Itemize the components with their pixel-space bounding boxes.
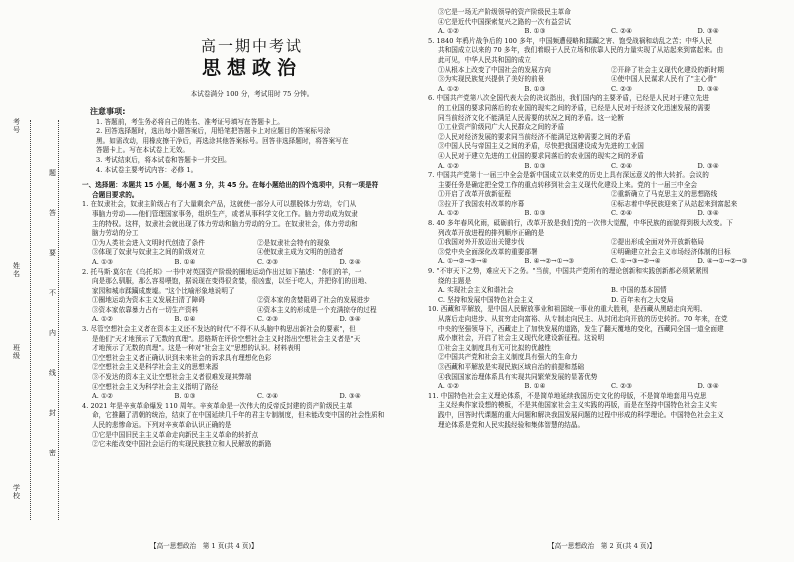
question-stem-line: 事脑力劳动——他们管理国家事务，组织生产，或者从事科学文化工作。脑力劳动成为奴隶 [92,209,358,218]
notice-line: 2. 回答选择题时，选出每小题答案后，用铅笔把答题卡上对应题目的答案标号涂 [96,127,331,136]
statement-option: C. 坚持和发展中国特色社会主义 [438,295,534,304]
statement-option: A. 实现社会主义和谐社会 [438,286,514,295]
right-column [428,8,784,430]
statement-option-row [428,75,784,85]
question-stem-line: 理论体系是党和人民实践经验和集体智慧的结晶。 [438,420,585,429]
answer-choice: C. ②③ [611,84,633,93]
statement-option: ④空想社会主义为科学社会主义指明了路径 [92,382,219,391]
seal-char: 内 [49,329,56,337]
question-stem-line: 主义经典作家设想的模板，不是其他国家社会主义实践的再版，而是在坚持中国特色社会主义实 [438,401,718,410]
answer-choice: A. ①② [438,382,460,391]
question-stem-line: 中央的坚强领导下，西藏走上了加快发展的道路，发生了翻天覆地的变化，西藏同全国一道全面建 [438,324,724,333]
answer-choice: D. ③④ [697,84,719,93]
question [428,37,784,95]
statement-option: ③为实现民族复兴提供了美好的前景 [438,75,545,84]
question-stem-line: 是他们"天才地预示了无数的真理"。恩格斯在评价空想社会主义时指出空想社会主义者是"天 [92,334,361,343]
statement-option: ④资本主义的形成是一个充满掠夺的过程 [257,305,377,314]
exam-info: 本试卷满分 100 分，考试用时 75 分钟。 [190,90,314,98]
statement-option-row [428,238,784,248]
notice-line: 3. 考试结束后，将本试卷和答题卡一并交回。 [96,155,231,164]
question-stem-line: 6. 中国共产党第八次全国代表大会的决议指出，我们国内的主要矛盾，已经是人民对于建立先进 [428,94,709,103]
question-stem-line: 共和国成立以来的 70 多年，我们着眼于人民立场和依靠人民的力量实现了从站起来到富起来。由 [438,46,724,55]
question-stem-line: 绕的主题是 [438,276,472,285]
question [82,402,422,450]
statement-option: ②是奴隶社会特有的现象 [257,238,331,247]
answer-choice: B. ①④ [174,315,196,324]
class-label: 班级 [13,344,20,360]
statement-option-row [428,66,784,76]
statement-option: ④我国国家治理体系具有实现共同繁荣发展的显著优势 [438,372,598,381]
question [82,325,422,402]
question-stem-line: 10. 西藏和平解放，是中国人民解放事业和祖国统一事业的重大胜利，是西藏从黑暗走向光明、 [428,305,707,314]
question-stem-line: 3. 尽管空想社会主义者在资本主义还不发达的时代"不得不从头脑中构思出新社会的要素"，但 [82,325,356,334]
seal-char: 封 [49,409,56,417]
seal-char: 密 [49,449,56,457]
question-stem-line: 才地预示了无数的真理"。这是一种对"社会主义"思想的认识。材料表明 [92,344,301,353]
question-list [82,200,422,449]
statement-option: ①我国对外开放迈出关键步伐 [438,238,525,247]
subject-title: 思想政治 [201,57,302,79]
notice-heading: 注意事项: [90,106,126,116]
statement-option-row [82,306,422,316]
question-stem-line: 脑力劳动的分工 [92,229,139,238]
statement-option: ④标志着中华民族迎来了从站起来到富起来 [611,199,738,208]
question-stem-line: 5. 1840 年鸦片战争后的 100 多年，中国频遭侵略和蹂躏之害、饱受战祸和动乱之苦；中华人民 [428,36,712,45]
statement-option: ①从根本上改变了中国社会的发展方向 [438,65,551,74]
answer-choice-row [82,258,422,268]
statement-option: ④使中国人民谋求人民有了"主心骨" [611,75,717,84]
statement-option: ①社会主义制度具有无可比拟的优越性 [438,343,551,352]
answer-choice: B. ①③ [524,27,546,36]
question-stem-line: 命，它推翻了清朝的统治，结束了在中国延续几千年的君主专制制度，但未能改变中国的社会性质和 [92,411,385,420]
question-stem-line: 人民的悲惨命运。下列对辛亥革命认识正确的是 [92,421,232,429]
statement-option: ①为人类社会进入文明时代创造了条件 [92,238,205,247]
answer-choice: D. ③④ [339,392,361,401]
statement-option: ②资本家的贪婪阻碍了社会的发展进步 [257,296,370,305]
answer-choice-row [428,382,784,392]
answer-choice: A. ①② [438,27,460,36]
answer-choice: D. ②④ [339,257,361,266]
question-stem-line: 践中，回答时代课题的重大问题和解决我国发展问题的过程中形成的科学理论。中国特色社会主义 [438,410,724,419]
answer-choice: A. ①② [438,84,460,93]
question-list [428,8,784,430]
answer-choice-row [428,85,784,95]
binding-margin [0,0,80,562]
statement-option-row [428,248,784,258]
question-stem-line: 1. 在奴隶社会，奴隶主阶级占有了大量剩余产品，这就使一部分人可以摆脱体力劳动，专门从 [82,200,357,209]
question [428,171,784,219]
question-stem-line: 2. 托马斯·莫尔在《乌托邦》一书中对英国资产阶级的圈地运动作出过如下描述："你们的羊，一 [82,267,362,276]
answer-choice: D. ③④ [339,315,361,324]
answer-choice: A. ①② [438,161,460,170]
statement-option-row [82,239,422,249]
answer-choice-row [82,392,422,402]
statement-option: ②提出形成全面对外开放新格局 [611,238,705,247]
statement-option: ④明确建立社会主义市场经济体制的目标 [611,247,731,256]
statement-option: ③不发达的资本主义让空想社会主义者很难发现其弊端 [92,373,252,382]
notice-line: 答题卡上。写在本试卷上无效。 [96,146,190,155]
answer-choice: B. ①③ [524,209,546,218]
exam-number-label: 考号 [13,118,20,134]
answer-choice-row [428,257,784,267]
statement-option: ③它是一场无产阶级领导的资产阶级民主革命 [438,8,571,16]
question-stem-line: 11. 中国特色社会主义理论体系，不是简单地延续我国历史文化的母版，不是简单地套用马克思 [428,391,707,400]
statement-option: ②空想社会主义是科学社会主义的思想来源 [92,363,219,372]
question-stem-line: 从落后走向进步、从贫穷走向富裕、从专制走向民主、从封闭走向开放的历史转折。70 年来，在党 [438,315,728,323]
answer-choice: B. ①④ [524,382,546,391]
answer-choice-row [82,315,422,325]
answer-choice-row [428,209,784,219]
question-stem-line: 主要任务是确定把全党工作的重点转移到社会主义现代化建设上来。党的十一届三中全会 [438,180,698,189]
statement-option-row [82,296,422,306]
statement-option: ①开启了改革开放新征程 [438,190,512,199]
question-stem-line: 9. "不审天下之势，难应天下之务。"当前，中国共产党所有的理论创新和实践创新都必须紧紧围 [428,267,709,276]
notice-line: 黑。如需改动，用橡皮擦干净后，再选涂其他答案标号。回答非选择题时，将答案写在 [96,136,349,145]
statement-option: ③党中央全面深化改革的重要部署 [438,247,538,256]
notice-line: 4. 本试卷主要考试内容：必修 1。 [96,165,198,174]
answer-choice: C. ②④ [611,209,633,218]
statement-option: ④它是近代中国探索复兴之路的一次有益尝试 [438,17,571,26]
statement-option-row [428,190,784,200]
answer-choice: C. ②③ [611,382,633,391]
question-stem-line: 8. 40 多年春风化雨，砥砺前行，改革开放是我们党的一次伟大觉醒，中华民族的面貌得到极大改变。下 [428,219,733,228]
answer-choice: A. ①② [92,315,114,324]
seal-char: 线 [49,369,56,377]
answer-choice: A. ①③ [92,257,114,266]
answer-choice: A. ①→②→③→④ [438,257,488,266]
answer-choice: C. ②③ [257,315,279,324]
answer-choice: A. ①② [92,392,114,401]
answer-choice: A. ①② [438,209,460,218]
answer-choice: B. ④→②→①→③ [524,257,575,266]
question [428,392,784,430]
question [82,200,422,267]
section-heading-line: 合题目要求的。 [92,190,139,199]
statement-option: ②开辟了社会主义现代化建设的新时期 [611,65,724,74]
question-stem-line: 同当前经济文化不能满足人民需要的状况之间的矛盾。这一论断 [438,113,625,122]
statement-option: ③拉开了我国农村改革的序幕 [438,199,525,208]
question-stem-line: 此可见，中华人民共和国的成立 [438,55,532,64]
school-label: 学校 [13,484,20,500]
answer-choice: D. ③④ [697,161,719,170]
answer-choice-row [428,27,784,37]
answer-choice: D. ④→①→②→③ [697,257,748,266]
statement-option: ②中国共产党和社会主义制度具有强大的生命力 [438,353,578,362]
page-footer-1: 【高一思想政治 第 1 页(共 4 页)】 [150,542,258,550]
question [428,8,784,37]
question-stem-line: 主的特权。这样，奴隶社会就出现了体力劳动和脑力劳动的分工。在奴隶社会，体力劳动和 [92,219,358,228]
seal-char: 不 [49,289,56,297]
answer-choice: C. ②④ [611,161,633,170]
question-stem-line: 列改革开放进程的排列顺序正确的是 [438,228,545,237]
left-column [82,8,422,450]
statement-option: ②重新确立了马克思主义的思想路线 [611,190,718,199]
seal-char: 题 [49,169,56,177]
statement-option: ③中国人民与帝国主义之间的矛盾，尽快把我国建设成为先进的工业国 [438,142,644,151]
statement-option-row [428,200,784,210]
statement-option: ③西藏和平解放是实现民族区域自治的前提和基础 [438,362,585,371]
name-label: 姓名 [13,262,20,278]
question-stem-line: 的工业国的要求同落后的农业国的现实之间的矛盾，已经是人民对于经济文化迅速发展的需要 [438,103,711,112]
answer-choice: D. ③④ [697,27,719,36]
question [428,267,784,305]
question [428,305,784,391]
statement-option-row [428,286,784,296]
answer-choice: C. ②④ [257,392,279,401]
question-stem-line: 家园和城市蹂躏成废墟。"这个比喻形象地说明了 [92,286,235,295]
statement-option-row [82,248,422,258]
answer-choice: B. ①③ [174,392,196,401]
answer-choice: D. ③④ [697,209,719,218]
statement-option-row [428,296,784,306]
answer-choice: D. ③④ [697,382,719,391]
statement-option: ①它是中国旧民主主义革命走向新民主主义革命的转折点 [92,430,259,439]
statement-option: ①工业资产阶级同广大人民群众之间的矛盾 [438,123,565,132]
statement-option: ②它未能改变中国社会运行的实现民族独立和人民解放的新路 [92,440,272,449]
answer-choice: B. ①④ [174,257,196,266]
statement-option: ③资本家依靠暴力占有一切生产资料 [92,305,199,314]
section-heading [82,181,422,200]
question-stem-line: 成小康社会，开启了社会主义现代化建设新征程。这说明 [438,334,605,343]
seal-char: 答 [49,209,56,217]
question [82,268,422,326]
seal-line [58,120,59,520]
question-stem-line: 7. 中国共产党第十一届三中全会是新中国成立以来党的历史上具有深远意义的伟大转折。会议的 [428,171,709,180]
answer-choice: C. ②③ [257,257,279,266]
statement-option: ③体现了奴隶与奴隶主之间的阶级对立 [92,248,205,257]
answer-choice: C. ②④ [611,27,633,36]
notice-list [82,118,422,176]
question [428,219,784,267]
binding-line [30,120,31,520]
answer-choice-row [428,162,784,172]
exam-title: 高一期中考试 [200,37,303,55]
answer-choice: B. ①③ [524,161,546,170]
statement-option: B. 中国的基本国情 [611,286,667,295]
statement-option: ②人民对经济发展的要求同当前经济不能满足这种需要之间的矛盾 [438,132,631,141]
statement-option: ①圈地运动为资本主义发展扫清了障碍 [92,296,205,305]
statement-option: ④人民对于建立先进的工业国的要求同落后的农业国的现实之间的矛盾 [438,151,644,160]
statement-option: ④使奴隶主成为文明的创造者 [257,248,344,257]
seal-char: 要 [49,249,56,257]
answer-choice: C. ①→③→②→④ [611,257,661,266]
page-footer-2: 【高一思想政治 第 2 页(共 4 页)】 [548,542,656,550]
statement-option: ①空想社会主义者正确认识到未来社会的诉求具有理想化色彩 [92,353,272,362]
answer-choice: B. ①③ [524,84,546,93]
section-heading-line: 一、选择题：本题共 15 小题，每小题 3 分，共 45 分。在每小题给出的四个选项中，只有一项是符 [82,181,379,190]
question [428,94,784,171]
question-stem-line: 4. 2021 年是辛亥革命爆发 110 周年。辛亥革命是一次伟大的反帝反封建的资产阶级民主革 [82,401,353,410]
statement-option: D. 百年未有之大变局 [611,295,674,304]
notice-line: 1. 答题前，考生务必将自己的姓名、准考证号填写在答题卡上。 [96,117,284,126]
question-stem-line: 向是那么驯服，那么容易喂饱，据说现在变得很贪婪，很凶蛮，以至于吃人，并把你们的田地、 [92,277,372,286]
